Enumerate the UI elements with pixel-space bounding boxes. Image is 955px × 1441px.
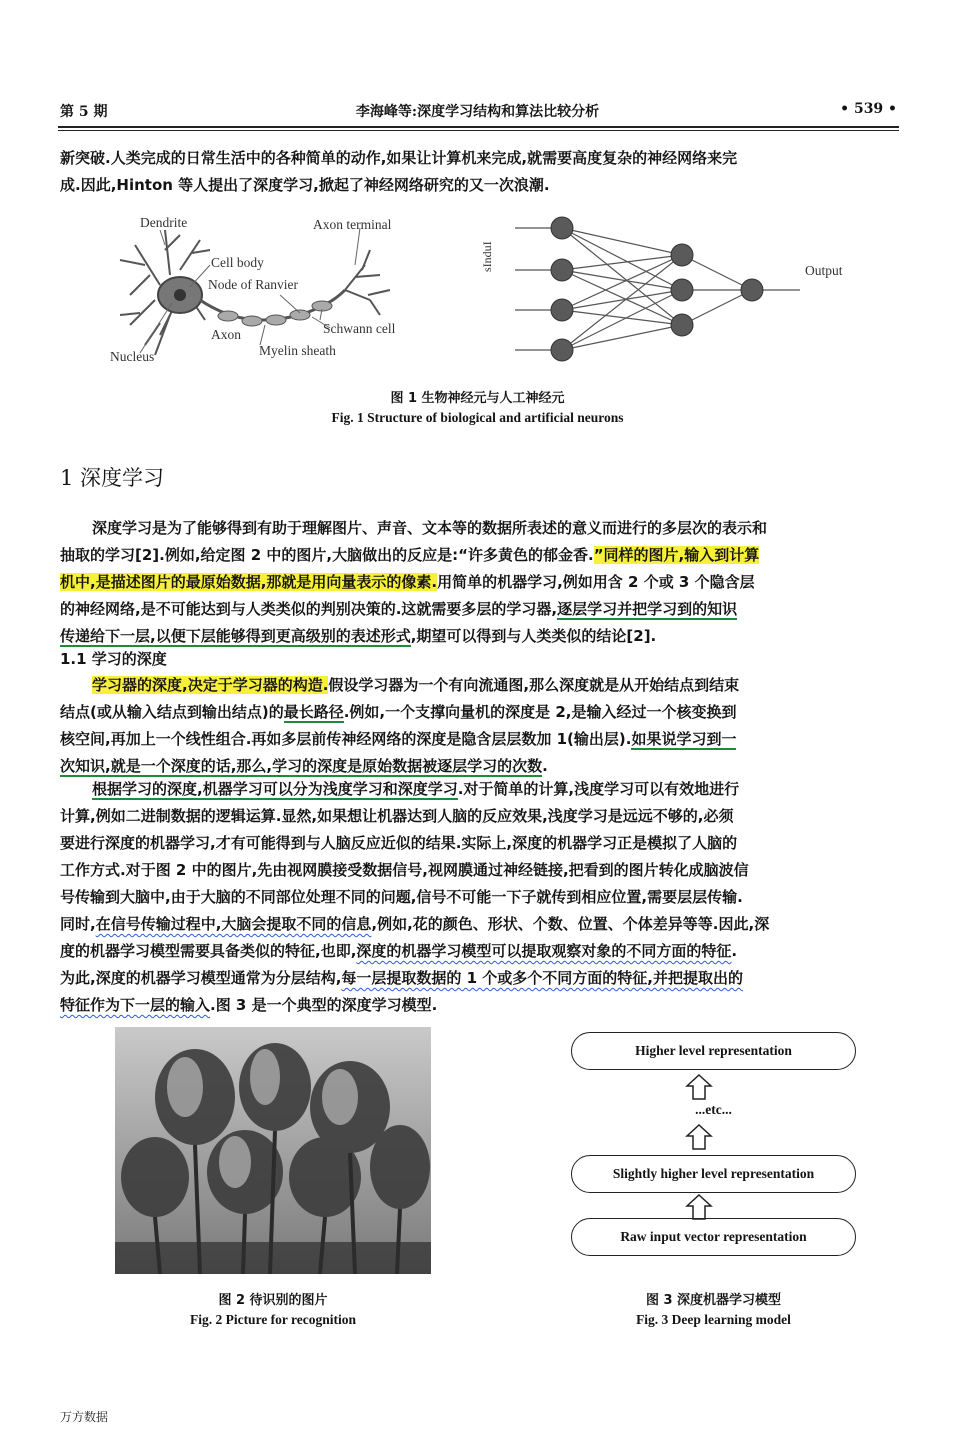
output-neuron <box>741 279 763 301</box>
label-inputs: sInduI <box>480 241 494 272</box>
box-slightly-higher-level: Slightly higher level representation <box>571 1155 856 1193</box>
journal-issue: 第 5 期 <box>60 104 108 120</box>
hidden-neuron <box>671 279 693 301</box>
input-neuron <box>551 217 573 239</box>
hidden-neuron <box>671 244 693 266</box>
section1-paragraph <box>60 515 902 650</box>
text-line: 工作方式.对于图 2 中的图片,先由视网膜接受数据信号,视网膜通过神经链接,把看到的图片转化成脑波信 <box>60 861 749 879</box>
text-line: 深度学习是为了能够得到有助于理解图片、声音、文本等的数据所表述的意义而进行的多层次的表示和 <box>92 519 768 537</box>
text-line: 次知识,就是一个深度的话,那么,学习的深度是原始数据被逐层学习的次数. <box>60 757 548 775</box>
text-line: 成.因此,Hinton 等人提出了深度学习,掀起了神经网络研究的又一次浪潮. <box>60 176 550 194</box>
label-schwann-cell: Schwann cell <box>323 321 396 336</box>
underlined-text: 传递给下一层,以便下层能够得到更高级别的表述形式 <box>60 627 411 645</box>
text-line: 机中,是描述图片的最原始数据,那就是用向量表示的像素.用简单的机器学习,例如用含 2 个或 3 个隐含层 <box>60 573 755 591</box>
text-line: 特征作为下一层的输入.图 3 是一个典型的深度学习模型. <box>60 996 438 1014</box>
running-title: 李海峰等:深度学习结构和算法比较分析 <box>355 104 600 120</box>
tulip-photo <box>115 1027 431 1274</box>
wavy-underlined-text: 特征作为下一层的输入 <box>60 996 211 1014</box>
text-line: 号传输到大脑中,由于大脑的不同部位处理不同的问题,信号不可能一下子就传到相应位置,需要层层传输. <box>60 888 743 906</box>
label-output: Output <box>805 263 843 278</box>
highlighted-text: 机中,是描述图片的最原始数据,那就是用向量表示的像素. <box>60 573 438 591</box>
up-arrow-icon <box>685 1194 713 1220</box>
underlined-text: 根据学习的深度,机器学习可以分为浅度学习和深度学习 <box>92 780 458 798</box>
subsection-heading: 1.1 学习的深度 <box>60 650 167 668</box>
label-cell-body: Cell body <box>211 255 264 270</box>
text-line: 为此,深度的机器学习模型通常为分层结构,每一层提取数据的 1 个或多个不同方面的特征,并把提取出的 <box>60 969 743 987</box>
fig1-caption-en: Fig. 1 Structure of biological and artificial neurons <box>331 410 624 425</box>
header-rule-thin <box>58 130 899 131</box>
etc-label: ...etc... <box>695 1102 732 1117</box>
watermark-footer: 万方数据 <box>60 1410 109 1424</box>
text-line: 的神经网络,是不可能达到与人类类似的判别决策的.这就需要多层的学习器,逐层学习并把学习到的知识 <box>60 600 738 618</box>
text-line: 同时,在信号传输过程中,大脑会提取不同的信息,例如,花的颜色、形状、个数、位置、个体差异等等.因此,深 <box>60 915 770 933</box>
input-neuron <box>551 299 573 321</box>
artificial-neural-network <box>510 210 800 370</box>
input-neuron <box>551 259 573 281</box>
header-rule <box>58 126 899 128</box>
input-neuron <box>551 339 573 361</box>
label-dendrite: Dendrite <box>140 215 188 230</box>
fig1-caption-cn: 图 1 生物神经元与人工神经元 <box>390 391 565 406</box>
section11-paragraph-1 <box>60 672 902 780</box>
hidden-neuron <box>671 314 693 336</box>
intro-paragraph <box>60 145 902 199</box>
text-line: 学习器的深度,决定于学习器的构造.假设学习器为一个有向流通图,那么深度就是从开始结点到结束 <box>92 676 740 694</box>
text-line: 计算,例如二进制数据的逻辑运算.显然,如果想让机器达到人脑的反应效果,浅度学习是远远不够的,必须 <box>60 807 734 825</box>
text-line: 新突破.人类完成的日常生活中的各种简单的动作,如果让计算机来完成,就需要高度复杂的神经网络来完 <box>60 149 738 167</box>
highlighted-text: 学习器的深度,决定于学习器的构造. <box>92 676 329 694</box>
text-line: 传递给下一层,以便下层能够得到更高级别的表述形式,期望可以得到与人类类似的结论[2]. <box>60 627 657 645</box>
label-nucleus: Nucleus <box>110 349 155 364</box>
label-axon: Axon <box>211 327 241 342</box>
text-line: 结点(或从输入结点到输出结点)的最长路径.例如,一个支撑向量机的深度是 2,是输入经过一个核变换到 <box>60 703 737 721</box>
fig3-caption-cn: 图 3 深度机器学习模型 <box>645 1293 782 1308</box>
wavy-underlined-text: 在信号传输过程中,大脑会提取不同的信息 <box>95 915 372 933</box>
highlighted-text: ”同样的图片,输入到计算 <box>593 546 760 564</box>
label-node-of-ranvier: Node of Ranvier <box>208 277 298 292</box>
up-arrow-icon <box>685 1074 713 1100</box>
label-myelin-sheath: Myelin sheath <box>259 343 336 358</box>
underlined-text: 最长路径 <box>283 703 344 721</box>
fig2-caption-cn: 图 2 待识别的图片 <box>218 1293 328 1308</box>
wavy-underlined-text: 深度的机器学习模型可以提取观察对象的不同方面的特征 <box>356 942 732 960</box>
underlined-text: 次知识,就是一个深度的话,那么,学习的深度是原始数据被逐层学习的次数 <box>60 757 543 775</box>
nucleus-dot <box>174 289 186 301</box>
text-line: 度的机器学习模型需要具备类似的特征,也即,深度的机器学习模型可以提取观察对象的不同方面的特征. <box>60 942 738 960</box>
text-line: 根据学习的深度,机器学习可以分为浅度学习和深度学习.对于简单的计算,浅度学习可以有效地进行 <box>92 780 740 798</box>
up-arrow-icon <box>685 1124 713 1150</box>
underlined-text: 逐层学习并把学习到的知识 <box>557 600 738 618</box>
fig3-caption-en: Fig. 3 Deep learning model <box>636 1312 791 1327</box>
page-number: • 539 • <box>840 101 897 117</box>
box-raw-input: Raw input vector representation <box>571 1218 856 1256</box>
section-heading: 1 深度学习 <box>60 466 165 490</box>
box-higher-level: Higher level representation <box>571 1032 856 1070</box>
underlined-text: 如果说学习到一 <box>631 730 737 748</box>
fig2-caption-en: Fig. 2 Picture for recognition <box>189 1312 357 1327</box>
section11-paragraph-2 <box>60 776 902 1019</box>
wavy-underlined-text: 每一层提取数据的 1 个或多个不同方面的特征,并把提取出的 <box>341 969 743 987</box>
label-axon-terminal: Axon terminal <box>313 217 392 232</box>
text-line: 要进行深度的机器学习,才有可能得到与人脑反应近似的结果.实际上,深度的机器学习正是模拟了人脑的 <box>60 834 738 852</box>
text-line: 核空间,再加上一个线性组合.再如多层前传神经网络的深度是隐含层层数加 1(输出层).如果说学习到一 <box>60 730 737 748</box>
text-line: 抽取的学习[2].例如,给定图 2 中的图片,大脑做出的反应是:“许多黄色的郁金香.”同样的图片,输入到计算 <box>60 546 760 564</box>
